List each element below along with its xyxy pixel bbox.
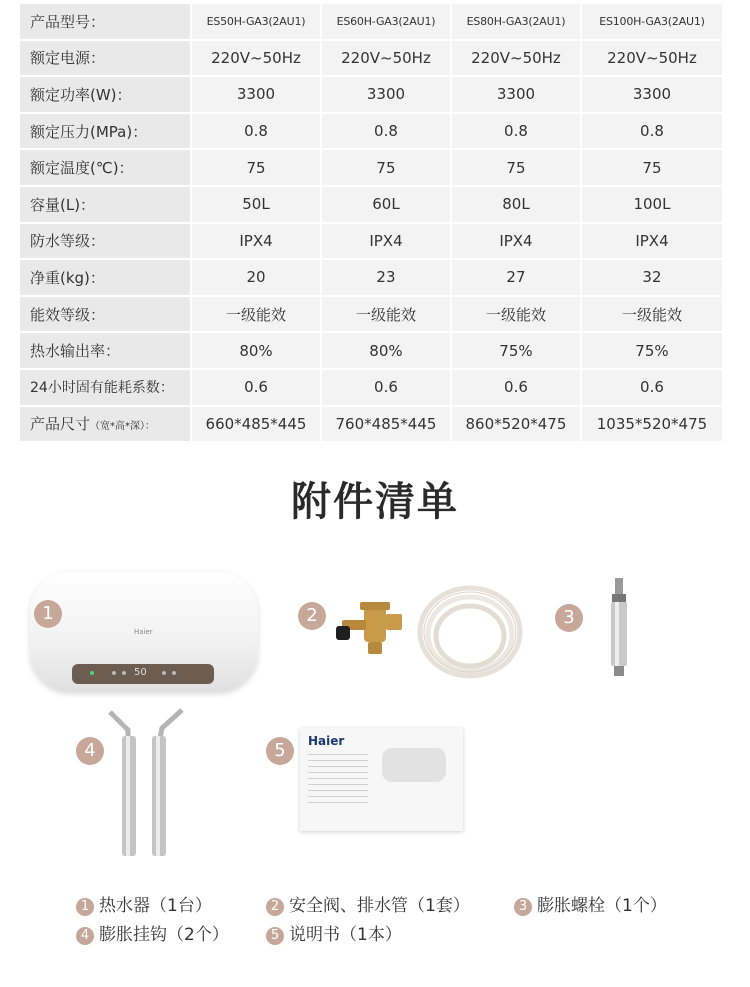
power-indicator-icon (90, 671, 94, 675)
spec-value: 0.8 (582, 114, 724, 151)
spec-value: 75 (452, 150, 582, 187)
spec-label: 热水输出率： (20, 333, 192, 370)
heater-button-icon (112, 671, 116, 675)
spec-label: 额定压力(MPa)： (20, 114, 192, 151)
spec-row-energy-coefficient (20, 370, 724, 407)
legend-num: 3 (514, 898, 532, 916)
legend-text: 膨胀螺栓（1个） (537, 896, 667, 916)
spec-row-size (20, 407, 724, 444)
spec-value: 75% (452, 333, 582, 370)
spec-value: 220V~50Hz (192, 41, 322, 78)
spec-value: ES60H-GA3(2AU1) (322, 4, 452, 41)
spec-row-efficiency (20, 297, 724, 334)
spec-value: 220V~50Hz (322, 41, 452, 78)
legend-text: 热水器（1台） (99, 896, 212, 916)
spec-value: 0.6 (192, 370, 322, 407)
badge-2: 2 (298, 602, 326, 630)
spec-value: 一级能效 (192, 297, 322, 334)
legend-item-1 (76, 891, 212, 916)
heater-button-icon (172, 671, 176, 675)
heater-control-panel (72, 664, 214, 684)
spec-value: IPX4 (582, 224, 724, 261)
spec-value: 75 (582, 150, 724, 187)
spec-row-weight (20, 260, 724, 297)
spec-value: 80% (192, 333, 322, 370)
spec-label-small: （宽*高*深）： (90, 421, 156, 433)
spec-value: 0.6 (582, 370, 724, 407)
spec-value: IPX4 (452, 224, 582, 261)
spec-label (20, 407, 192, 444)
spec-value: 0.8 (192, 114, 322, 151)
spec-value: 760*485*445 (322, 407, 452, 444)
spec-value: 3300 (452, 77, 582, 114)
spec-value: ES80H-GA3(2AU1) (452, 4, 582, 41)
spec-value: IPX4 (192, 224, 322, 261)
spec-value: 75% (582, 333, 724, 370)
badge-5: 5 (266, 737, 294, 765)
legend-item-4 (76, 920, 229, 945)
spec-value: 50L (192, 187, 322, 224)
spec-label: 防水等级： (20, 224, 192, 261)
spec-value: 0.6 (322, 370, 452, 407)
spec-value: 75 (322, 150, 452, 187)
spec-value: 23 (322, 260, 452, 297)
spec-value: 3300 (192, 77, 322, 114)
water-heater-image (30, 572, 258, 692)
spec-value: 0.8 (322, 114, 452, 151)
badge-1: 1 (34, 600, 62, 628)
badge-4: 4 (76, 737, 104, 765)
legend-num: 4 (76, 927, 94, 945)
heater-button-icon (162, 671, 166, 675)
spec-row-temperature (20, 150, 724, 187)
expansion-hook-image (106, 704, 186, 864)
legend-item-2 (266, 891, 470, 916)
heater-brand-logo: Haier (134, 628, 153, 636)
spec-value: 3300 (322, 77, 452, 114)
spec-value: 27 (452, 260, 582, 297)
expansion-bolt-image (606, 576, 632, 680)
spec-value: 80L (452, 187, 582, 224)
spec-row-power (20, 77, 724, 114)
spec-row-hot-water-output (20, 333, 724, 370)
spec-table (20, 4, 724, 443)
heater-button-icon (122, 671, 126, 675)
spec-row-pressure (20, 114, 724, 151)
heater-display: 50 (134, 667, 147, 678)
manual-brand-logo: Haier (308, 734, 345, 748)
spec-value: ES100H-GA3(2AU1) (582, 4, 724, 41)
legend-item-3 (514, 891, 667, 916)
legend-num: 2 (266, 898, 284, 916)
spec-value: 220V~50Hz (582, 41, 724, 78)
spec-value: 3300 (582, 77, 724, 114)
spec-value: 32 (582, 260, 724, 297)
spec-value: 60L (322, 187, 452, 224)
spec-value: 0.8 (452, 114, 582, 151)
badge-3: 3 (555, 604, 583, 632)
spec-value: 1035*520*475 (582, 407, 724, 444)
spec-value: 220V~50Hz (452, 41, 582, 78)
manual-heater-picture (382, 748, 446, 782)
manual-image (300, 728, 463, 831)
spec-value: 一级能效 (452, 297, 582, 334)
spec-value: ES50H-GA3(2AU1) (192, 4, 322, 41)
spec-row-power-supply (20, 41, 724, 78)
spec-row-capacity (20, 187, 724, 224)
spec-label: 产品型号： (20, 4, 192, 41)
legend-item-5 (266, 920, 402, 945)
spec-label: 额定功率(W)： (20, 77, 192, 114)
spec-row-model (20, 4, 724, 41)
spec-value: IPX4 (322, 224, 452, 261)
legend-num: 1 (76, 898, 94, 916)
legend-num: 5 (266, 927, 284, 945)
legend-text: 安全阀、排水管（1套） (289, 896, 470, 916)
legend-text: 说明书（1本） (289, 925, 402, 945)
legend-text: 膨胀挂钩（2个） (99, 925, 229, 945)
manual-text-lines (308, 754, 368, 804)
spec-row-waterproof (20, 224, 724, 261)
spec-value: 0.6 (452, 370, 582, 407)
spec-label: 容量(L)： (20, 187, 192, 224)
accessories-title: 附件清单 (291, 479, 459, 525)
spec-label: 净重(kg)： (20, 260, 192, 297)
spec-value: 20 (192, 260, 322, 297)
spec-value: 860*520*475 (452, 407, 582, 444)
spec-value: 一级能效 (582, 297, 724, 334)
spec-label: 额定电源： (20, 41, 192, 78)
spec-value: 75 (192, 150, 322, 187)
spec-label: 能效等级： (20, 297, 192, 334)
spec-value: 100L (582, 187, 724, 224)
spec-label: 24小时固有能耗系数： (20, 370, 192, 407)
drain-hose-image (412, 580, 528, 684)
spec-label-main: 产品尺寸 (30, 415, 91, 434)
safety-valve-image (334, 596, 406, 658)
spec-value: 660*485*445 (192, 407, 322, 444)
spec-label: 额定温度(℃)： (20, 150, 192, 187)
spec-value: 一级能效 (322, 297, 452, 334)
spec-value: 80% (322, 333, 452, 370)
